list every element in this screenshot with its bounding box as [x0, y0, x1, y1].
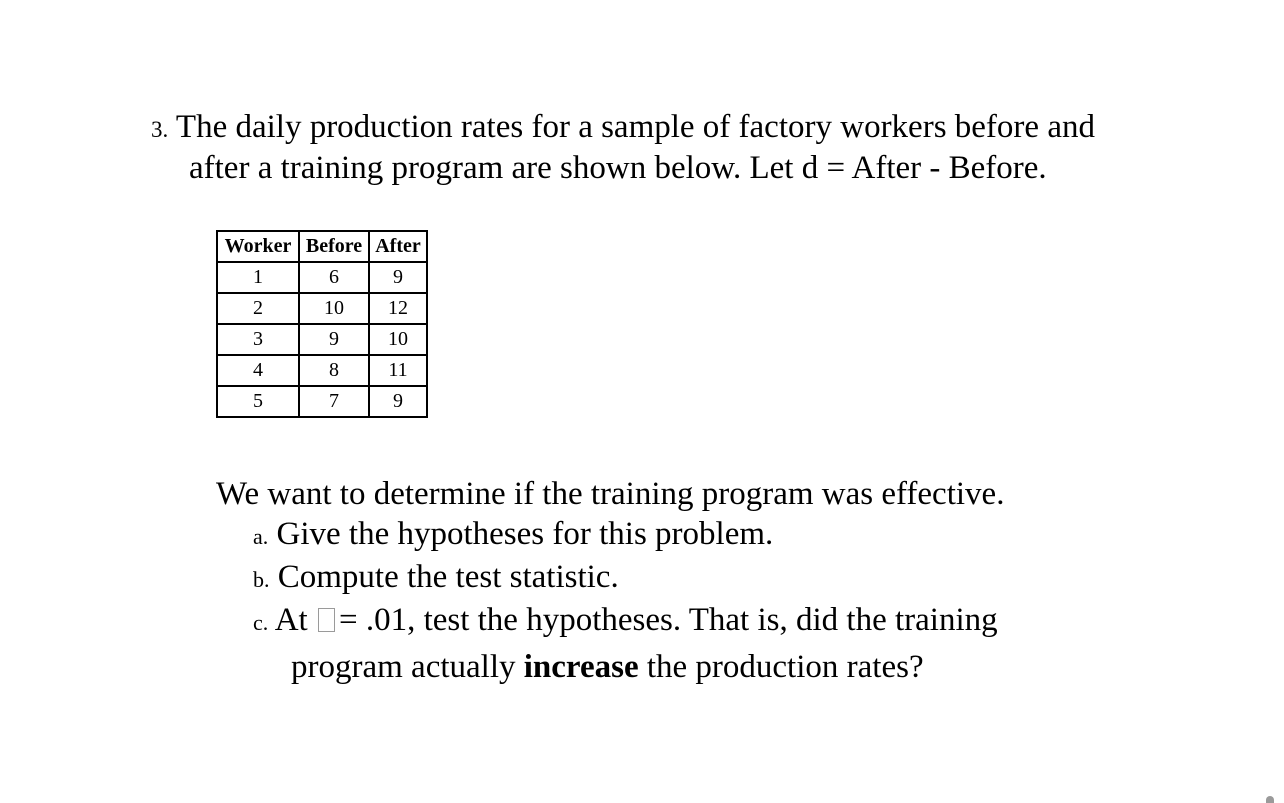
- table-row: [217, 386, 427, 417]
- question-c-text-after: = .01, test the hypotheses. That is, did the training: [338, 602, 998, 638]
- question-a-letter: a.: [253, 524, 269, 549]
- cell-before: 7: [299, 386, 369, 417]
- problem-statement: [151, 108, 1181, 188]
- cell-worker: 4: [217, 355, 299, 386]
- production-table: [216, 230, 428, 418]
- cell-after: 9: [369, 386, 427, 417]
- header-before: Before: [299, 231, 369, 262]
- table-row: [217, 324, 427, 355]
- question-b: [216, 557, 1004, 600]
- question-b-letter: b.: [253, 567, 270, 592]
- table-row: [217, 293, 427, 324]
- cell-worker: 1: [217, 262, 299, 293]
- cell-after: 12: [369, 293, 427, 324]
- question-a-text: Give the hypotheses for this problem.: [276, 516, 774, 552]
- cell-after: 10: [369, 324, 427, 355]
- table-row: [217, 262, 427, 293]
- cell-before: 6: [299, 262, 369, 293]
- questions-block: [216, 474, 1004, 687]
- problem-line-1: [151, 108, 1181, 149]
- problem-text-1: The daily production rates for a sample of factory workers before and: [175, 109, 1095, 145]
- question-c-text-before: At: [274, 602, 308, 638]
- missing-glyph-icon: [318, 608, 335, 632]
- question-c-emphasis: increase: [523, 649, 639, 685]
- table-header-row: [217, 231, 427, 262]
- table-row: [217, 355, 427, 386]
- question-b-text: Compute the test statistic.: [277, 559, 619, 595]
- question-a: [216, 514, 1004, 557]
- cell-before: 9: [299, 324, 369, 355]
- header-after: After: [369, 231, 427, 262]
- cell-after: 11: [369, 355, 427, 386]
- question-c-letter: c.: [253, 610, 269, 635]
- cell-after: 9: [369, 262, 427, 293]
- scroll-indicator[interactable]: [1266, 796, 1274, 803]
- question-c-cont-after: the production rates?: [646, 649, 924, 685]
- question-c-continuation: [216, 647, 1004, 687]
- cell-worker: 5: [217, 386, 299, 417]
- header-worker: Worker: [217, 231, 299, 262]
- problem-line-2: after a training program are shown below. Let d = After - Before.: [189, 150, 1047, 186]
- cell-worker: 3: [217, 324, 299, 355]
- questions-intro: We want to determine if the training program was effective.: [216, 476, 1005, 512]
- cell-worker: 2: [217, 293, 299, 324]
- question-c-cont-before: program actually: [291, 649, 516, 685]
- question-c: [216, 600, 1004, 643]
- cell-before: 10: [299, 293, 369, 324]
- question-number: 3.: [151, 117, 169, 142]
- cell-before: 8: [299, 355, 369, 386]
